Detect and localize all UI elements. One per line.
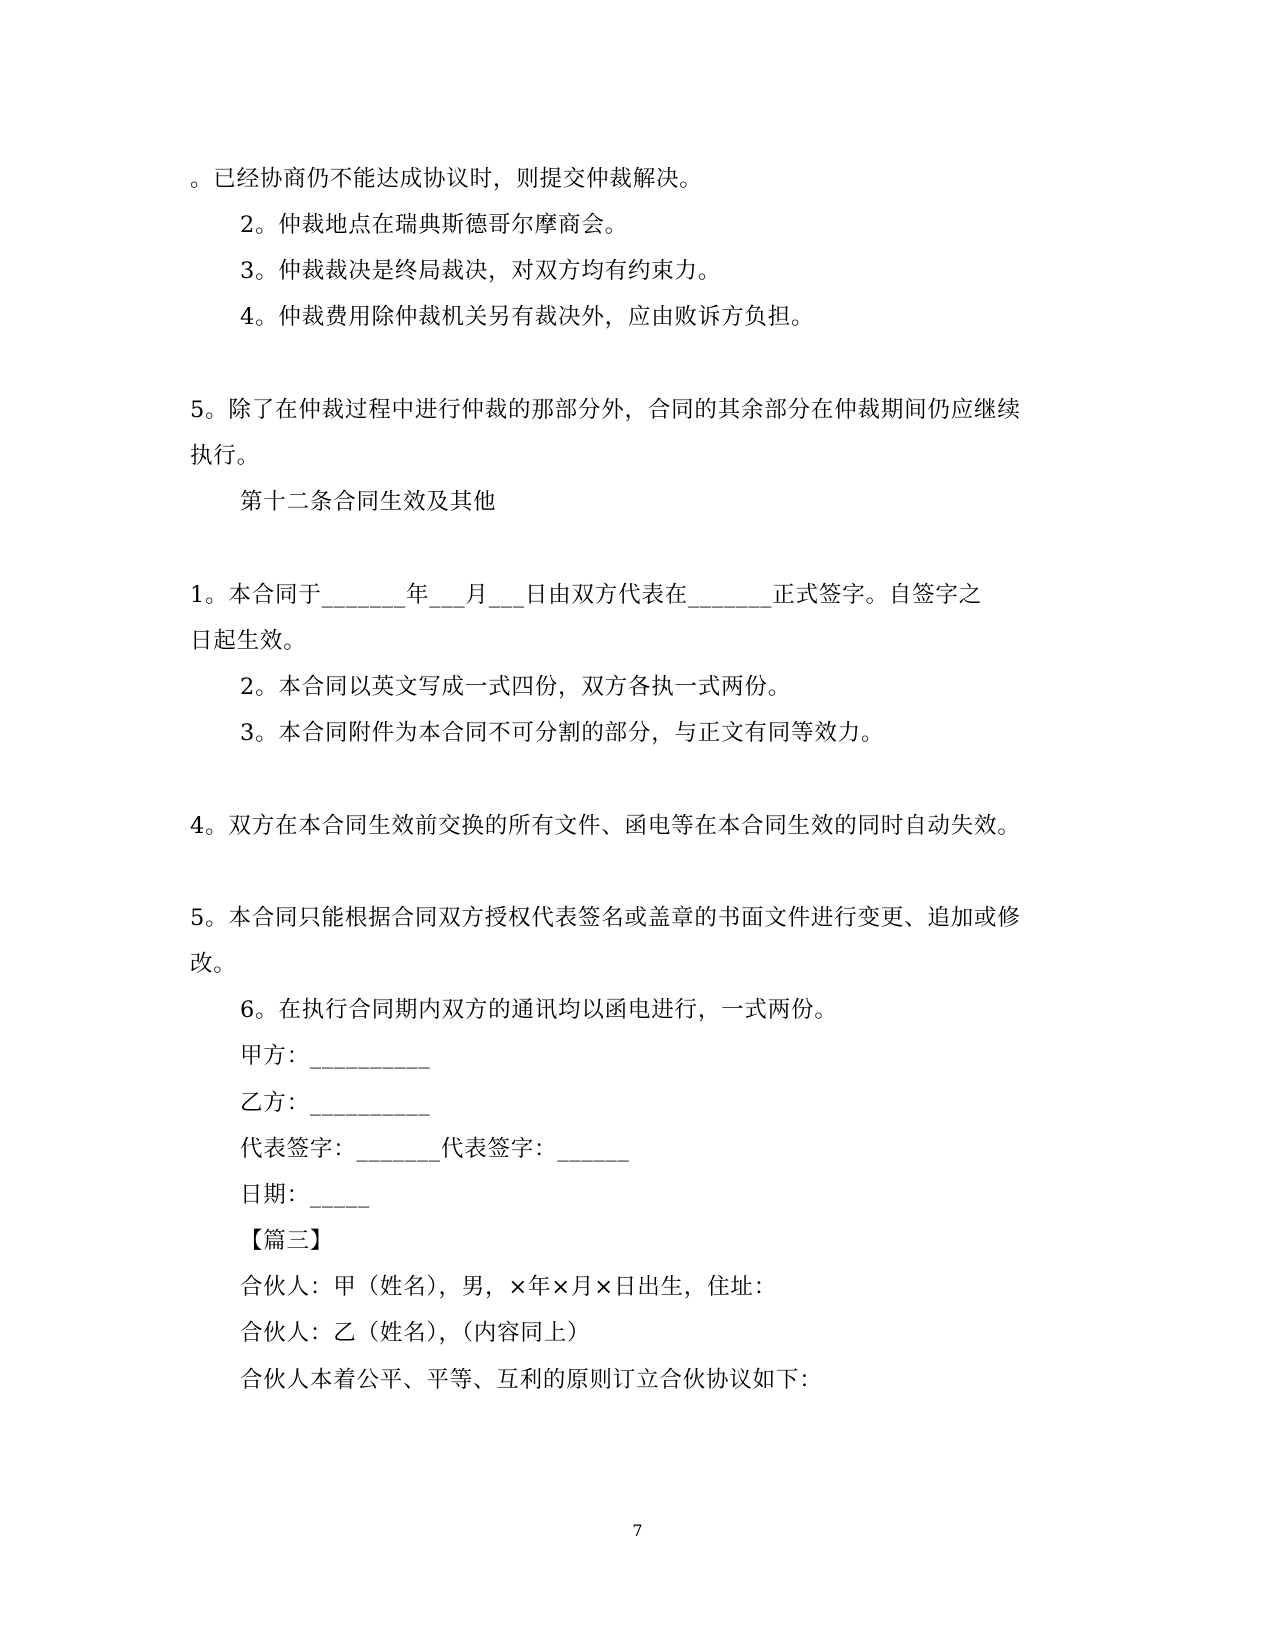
text-line-annex: 3。本合同附件为本合同不可分割的部分，与正文有同等效力。 bbox=[240, 720, 885, 746]
text-line-clause-5-part1: 5。除了在仲裁过程中进行仲裁的那部分外，合同的其余部分在仲裁期间仍应继续 bbox=[190, 397, 1021, 423]
signature-representatives: 代表签字：_______代表签字：______ bbox=[240, 1136, 630, 1162]
text-line-arbitration-place: 2。仲裁地点在瑞典斯德哥尔摩商会。 bbox=[240, 212, 628, 238]
text-line-partnership-principle: 合伙人本着公平、平等、互利的原则订立合伙协议如下： bbox=[240, 1367, 823, 1393]
signature-party-b: 乙方：__________ bbox=[240, 1090, 431, 1116]
signature-party-a: 甲方：__________ bbox=[240, 1043, 431, 1069]
section-heading-part-3: 【篇三】 bbox=[240, 1228, 334, 1254]
text-line-partner-a: 合伙人：甲（姓名），男，×年×月×日出生，住址： bbox=[240, 1274, 778, 1300]
signature-date: 日期：_____ bbox=[240, 1182, 371, 1208]
page-number: 7 bbox=[632, 1521, 643, 1540]
text-line-arbitration-final: 3。仲裁裁决是终局裁决，对双方均有约束力。 bbox=[240, 258, 722, 284]
text-line-communications: 6。在执行合同期内双方的通讯均以函电进行，一式两份。 bbox=[240, 997, 838, 1023]
text-line-arbitration-intro: 。已经协商仍不能达成协议时，则提交仲裁解决。 bbox=[190, 166, 703, 192]
text-line-effective-part1: 1。本合同于_______年___月___日由双方代表在_______正式签字。自签字之 bbox=[190, 582, 983, 608]
text-line-arbitration-fee: 4。仲裁费用除仲裁机关另有裁决外，应由败诉方负担。 bbox=[240, 304, 815, 330]
section-heading-article-12: 第十二条合同生效及其他 bbox=[240, 489, 497, 515]
text-line-clause-5-part2: 执行。 bbox=[190, 443, 260, 469]
text-line-partner-b: 合伙人：乙（姓名），（内容同上） bbox=[240, 1320, 591, 1346]
text-line-amendment-part1: 5。本合同只能根据合同双方授权代表签名或盖章的书面文件进行变更、追加或修 bbox=[190, 905, 1021, 931]
text-line-amendment-part2: 改。 bbox=[190, 951, 237, 977]
text-line-prior-documents: 4。双方在本合同生效前交换的所有文件、函电等在本合同生效的同时自动失效。 bbox=[190, 813, 1021, 839]
text-line-effective-part2: 日起生效。 bbox=[190, 628, 307, 654]
text-line-copies: 2。本合同以英文写成一式四份，双方各执一式两份。 bbox=[240, 674, 792, 700]
